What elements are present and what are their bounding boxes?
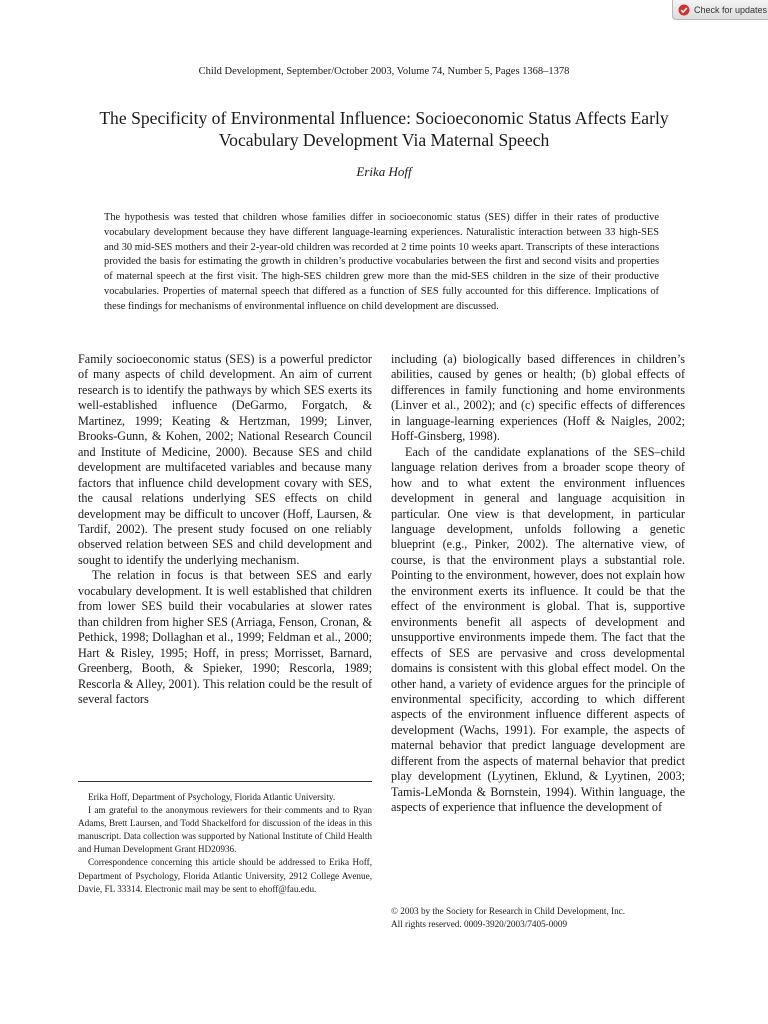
paragraph: including (a) biologically based differences in children’s abilities, caused by genes or health; (b) global effects of differences in family functioning and home environments (Linver et al., 2002); and (c) specific effects of differences in language-learning experiences (Hoff & Naigles, 2002; Hoff-Ginsberg, 1998). (391, 352, 685, 444)
check-for-updates-label: Check for updates (694, 4, 768, 15)
body-column-right (391, 352, 685, 816)
abstract: The hypothesis was tested that children whose families differ in socioeconomic status (SES) differ in their rates of productive vocabulary development because they have different language-learning experiences. Naturalistic interaction between 33 high-SES and 30 mid-SES mothers and their 2-year-old children was recorded at 2 time points 10 weeks apart. Transcripts of these interactions provided the basis for estimating the growth in children’s productive vocabularies between the first and second visits and properties of maternal speech at the first visit. The high-SES children grew more than the mid-SES children in the size of their productive vocabularies. Properties of maternal speech that differed as a function of SES fully accounted for this difference. Implications of these findings for mechanisms of environmental influence on child development are discussed. (104, 212, 659, 312)
paragraph: Each of the candidate explanations of the SES–child language relation derives from a broader scope theory of how and to what extent the environment influences development in general and language acquisition in particular. One view is that development, in particular language development, unfolds following a genetic blueprint (e.g., Pinker, 2002). The alternative view, of course, is that the environment plays a substantial role. Pointing to the environment, however, does not explain how the environment exerts its influence. It could be that the effect of the environment is global. That is, supportive environments benefit all aspects of development and unsupportive environments impede them. The fact that the effects of SES are pervasive and cross developmental domains is consistent with this global effect model. On the other hand, a variety of evidence argues for the principle of environmental specificity, according to which different aspects of the environment influence different aspects of development (Wachs, 1991). For example, the aspects of maternal behavior that predict language development are different from the aspects of maternal behavior that predict play development (Lyytinen, Eklund, & Lyytinen, 2003; Tamis-LeMonda & Bornstein, 1994). Within language, the aspects of experience that influence the development of (391, 444, 685, 815)
copyright-line: © 2003 by the Society for Research in Child Development, Inc. (391, 906, 626, 916)
copyright-rights: All rights reserved. 0009-3920/2003/7405-0009 (391, 919, 568, 929)
copyright-notice (391, 905, 711, 931)
paragraph: The relation in focus is that between SES and early vocabulary development. It is well established that children from lower SES build their vocabularies at slower rates than children from higher SES (Arriaga, Fenson, Cronan, & Pethick, 1998; Dollaghan et al., 1999; Feldman et al., 2000; Hart & Risley, 1995; Hoff, in press; Morrisset, Barnard, Greenberg, Booth, & Spieker, 1990; Rescorla, 1989; Rescorla & Alley, 2001). This relation could be the result of several factors (78, 568, 372, 706)
footnotes (78, 791, 372, 896)
footnote-correspondence: Correspondence concerning this article should be addressed to Erika Hoff, Department of Psychology, Florida Atlantic University, 2912 College Avenue, Davie, FL 33314. Electronic mail may be sent to ehoff@fau.edu. (78, 857, 372, 894)
footnote-divider (78, 781, 372, 782)
paragraph: Family socioeconomic status (SES) is a powerful predictor of many aspects of child development. An aim of current research is to identify the pathways by which SES exerts its well-established influence (DeGarmo, Forgatch, & Martinez, 1999; Keating & Hertzman, 1999; Linver, Brooks-Gunn, & Kohen, 2002; National Research Council and Institute of Medicine, 2000). Because SES and child development are multifaceted variables and because many factors that influence child development covary with SES, the causal relations underlying SES effects on child development may be difficult to uncover (Hoff, Laursen, & Tardif, 2002). The present study focused on one reliably observed relation between SES and child development and sought to identify the underlying mechanism. (78, 352, 372, 567)
crossmark-icon (678, 4, 690, 16)
footnote-affiliation: Erika Hoff, Department of Psychology, Florida Atlantic University. (88, 792, 336, 802)
author-name: Erika Hoff (356, 164, 412, 179)
article-title: The Specificity of Environmental Influence: Socioeconomic Status Affects Early Vocabulary Development Via Maternal Speech (99, 108, 669, 150)
body-column-left (78, 352, 372, 707)
footnote-acknowledgment: I am grateful to the anonymous reviewers for their comments and to Ryan Adams, Brett Laursen, and Todd Shackelford for discussion of the ideas in this manuscript. Data collection was supported by National Institute of Child Health and Human Development Grant HD20936. (78, 805, 372, 855)
check-for-updates-button[interactable] (672, 0, 768, 20)
journal-citation: Child Development, September/October 2003, Volume 74, Number 5, Pages 1368–1378 (198, 66, 570, 77)
